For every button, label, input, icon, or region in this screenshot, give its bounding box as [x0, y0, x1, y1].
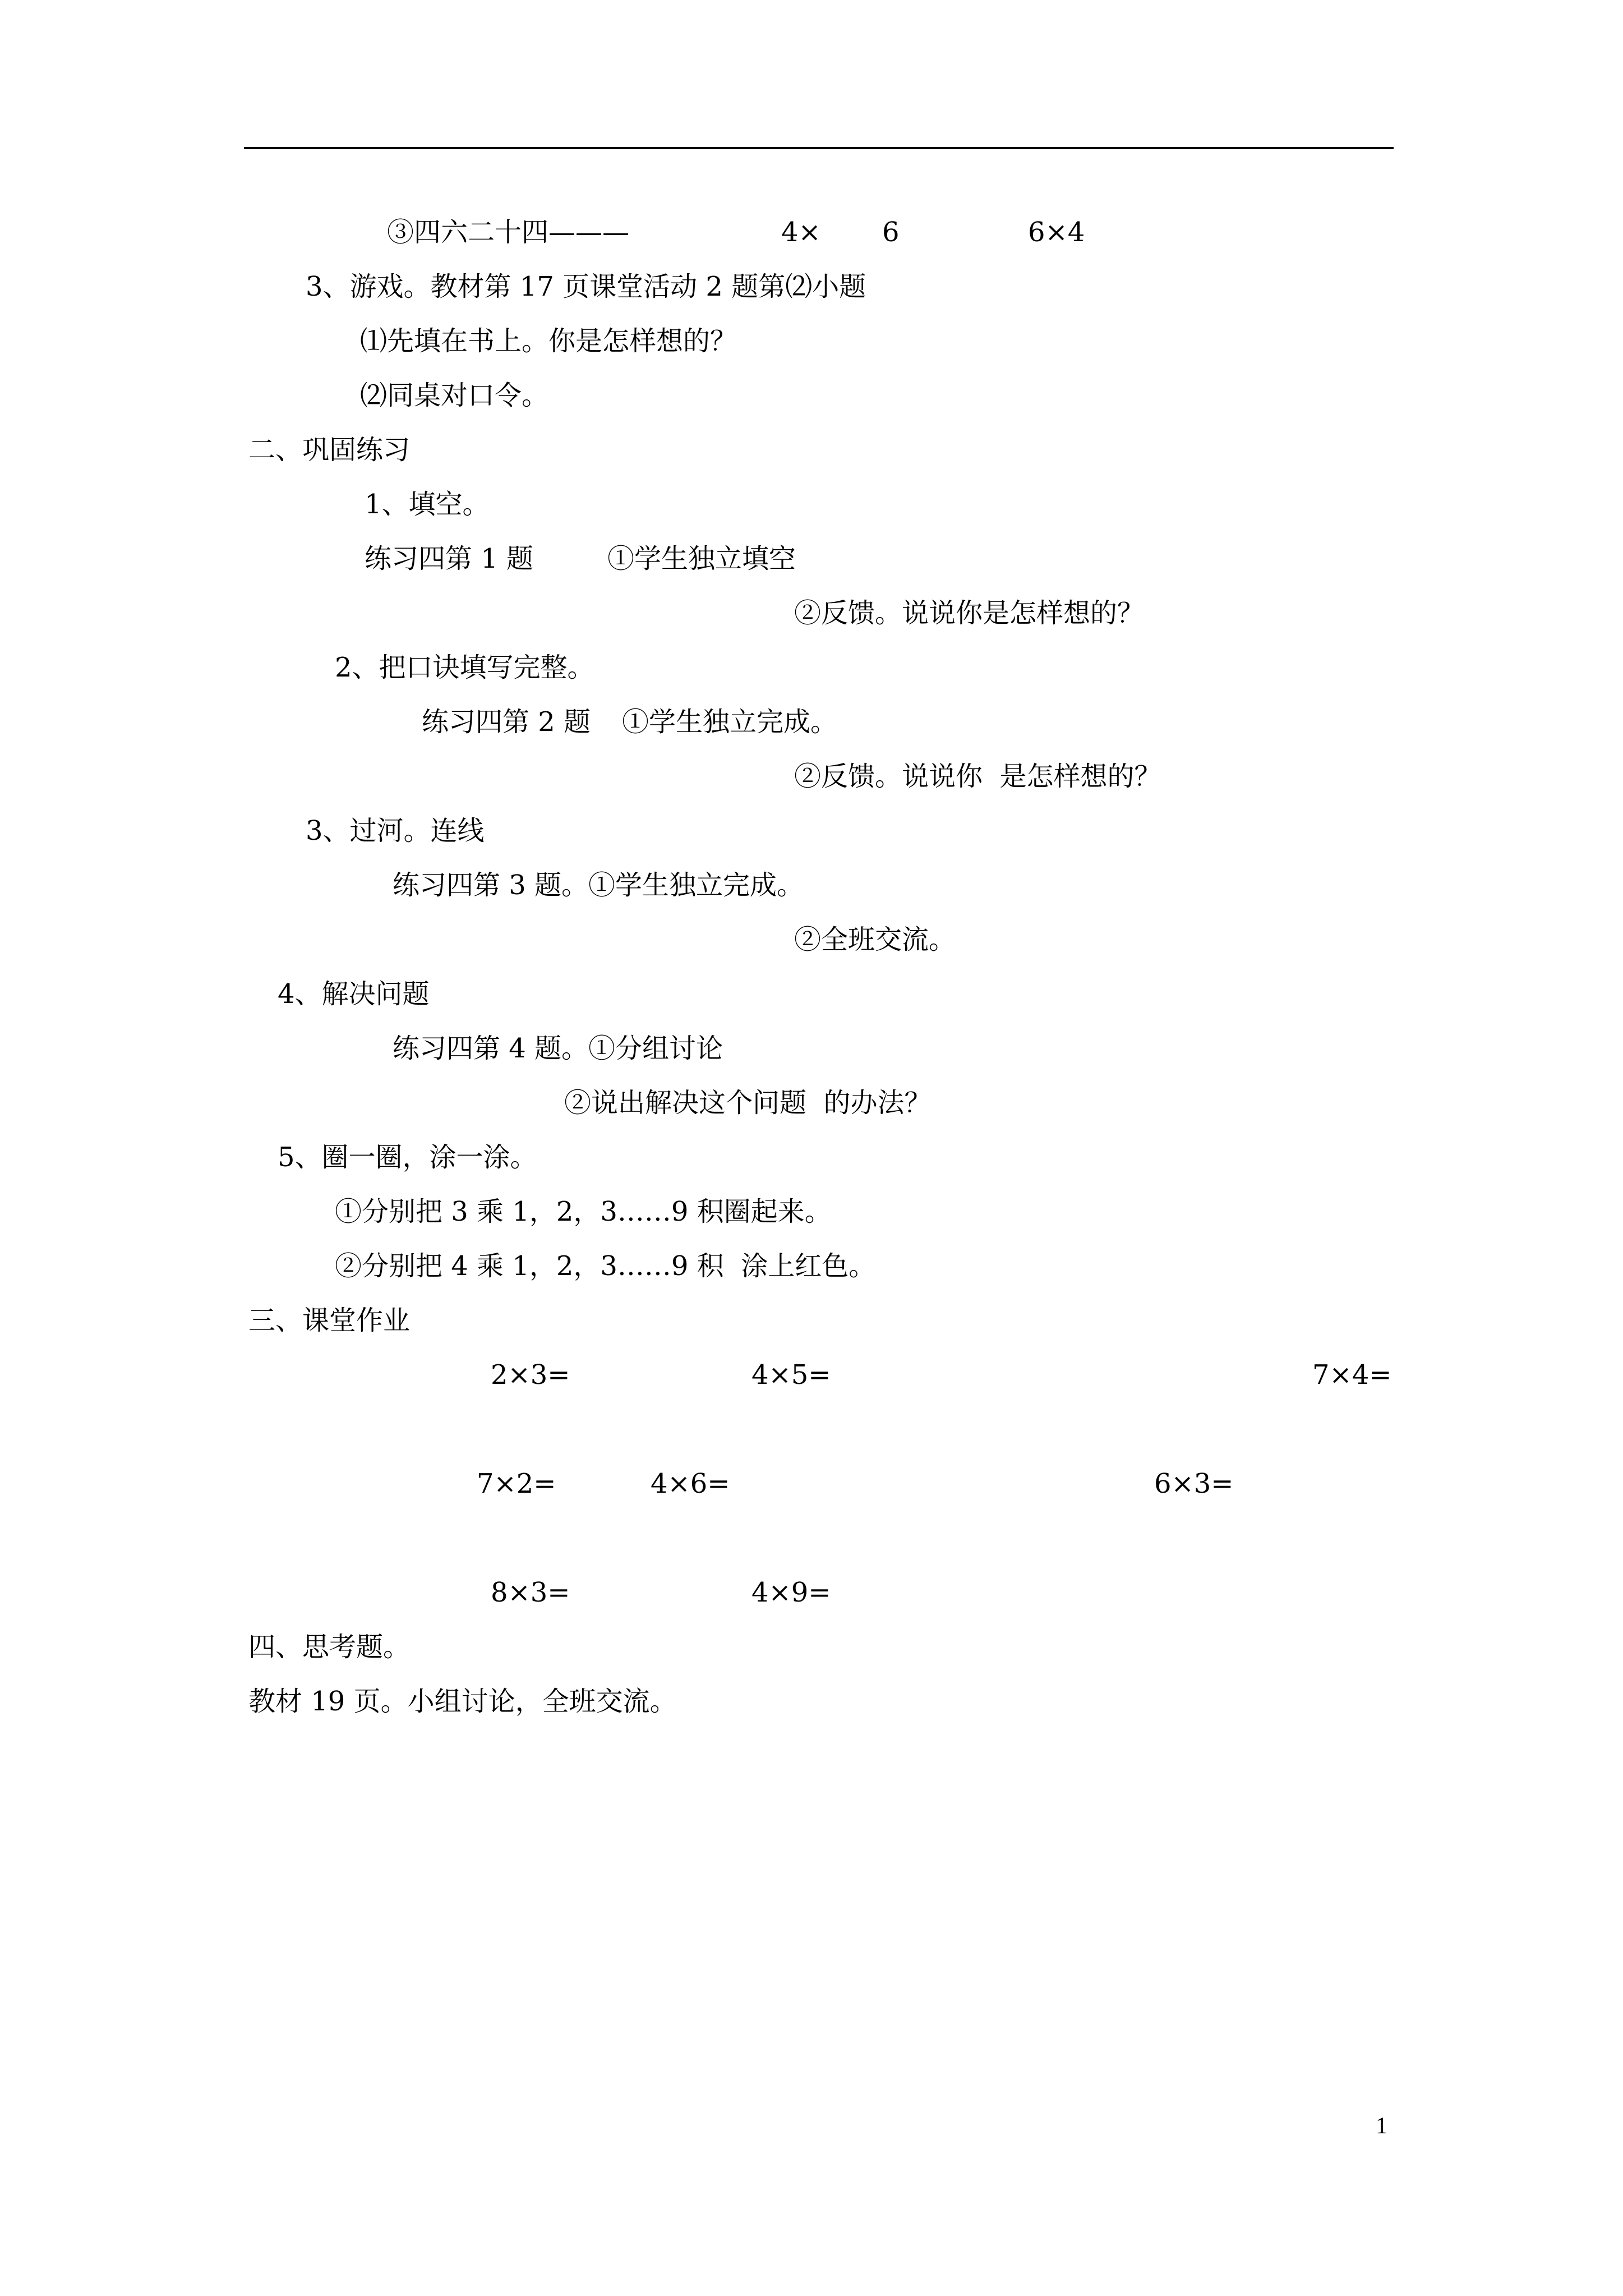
- math-problem: 7×4=: [1312, 1359, 1392, 1391]
- math-problem: 8×3=: [491, 1577, 570, 1608]
- item-title: 3、过河。连线: [306, 815, 485, 846]
- item-step: ②分别把 4 乘 1，2，3……9 积 涂上红色。: [335, 1250, 876, 1282]
- item-title: 1、填空。: [365, 489, 490, 520]
- game-step: ⑴先填在书上。你是怎样想的？: [360, 325, 737, 357]
- math-problem: 4×9=: [751, 1577, 831, 1608]
- item-step: ②说出解决这个问题 的办法？: [564, 1087, 932, 1119]
- rule-line: ③四六二十四———: [387, 217, 630, 248]
- item-step: ②反馈。说说你 是怎样想的？: [794, 761, 1161, 792]
- item-task: 练习四第 4 题。①分组讨论: [393, 1033, 723, 1064]
- item-title: 5、圈一圈，涂一涂。: [278, 1142, 537, 1173]
- item-task: 练习四第 1 题: [365, 543, 534, 574]
- item-title: 4、解决问题: [278, 978, 430, 1010]
- section-text: 教材 19 页。小组讨论，全班交流。: [248, 1686, 677, 1717]
- math-problem: 6×3=: [1154, 1468, 1234, 1499]
- expression: 4×: [781, 217, 821, 248]
- math-problem: 4×6=: [651, 1468, 730, 1499]
- item-title: 2、把口诀填写完整。: [335, 652, 594, 683]
- item-task: 练习四第 2 题: [422, 706, 591, 738]
- item-task: 练习四第 3 题。①学生独立完成。: [393, 869, 804, 901]
- item-step: ①学生独立填空: [607, 543, 796, 574]
- game-step: ⑵同桌对口令。: [360, 380, 549, 411]
- expression: 6×4: [1028, 217, 1085, 248]
- section-heading: 四、思考题。: [248, 1631, 411, 1663]
- header-rule: [244, 147, 1394, 149]
- item-step: ①学生独立完成。: [622, 706, 838, 738]
- math-problem: 2×3=: [491, 1359, 570, 1391]
- section-heading: 二、巩固练习: [248, 434, 411, 466]
- section-heading: 三、课堂作业: [248, 1305, 411, 1336]
- item-step: ②反馈。说说你是怎样想的？: [794, 597, 1145, 629]
- item-step: ①分别把 3 乘 1，2，3……9 积圈起来。: [335, 1196, 832, 1227]
- expression: 6: [882, 217, 900, 248]
- page-number: 1: [1376, 2113, 1387, 2139]
- math-problem: 7×2=: [477, 1468, 556, 1499]
- game-title: 3、游戏。教材第 17 页课堂活动 2 题第⑵小题: [306, 271, 866, 302]
- math-problem: 4×5=: [751, 1359, 831, 1391]
- item-step: ②全班交流。: [794, 924, 956, 955]
